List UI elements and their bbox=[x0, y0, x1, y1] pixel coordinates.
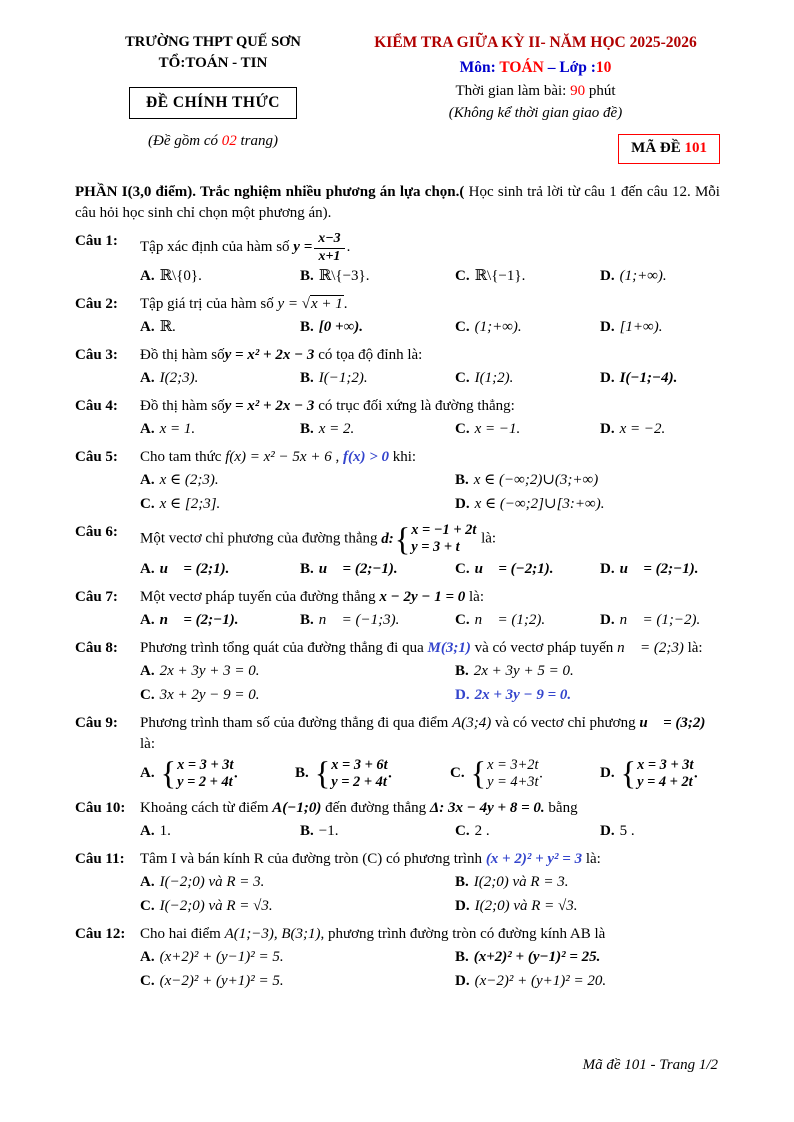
stem-text: Tâm I và bán kính R của đường tròn (C) có phương trình bbox=[140, 851, 486, 868]
subject-name: TOÁN bbox=[499, 58, 544, 76]
stem-text: có trục đối xứng là đường thẳng: bbox=[314, 398, 515, 415]
option-value: u⃗ = (2;−1). bbox=[318, 560, 398, 577]
fraction bbox=[314, 231, 344, 264]
option-label: D. bbox=[600, 370, 615, 387]
option-value: ℝ\{0}. bbox=[159, 268, 202, 285]
option-label: C. bbox=[140, 898, 155, 915]
option-value: 5 . bbox=[619, 823, 635, 840]
option-value: [0 +∞). bbox=[318, 319, 363, 336]
option-label: C. bbox=[455, 268, 470, 285]
left-brace: { bbox=[314, 755, 331, 792]
left-brace: { bbox=[470, 755, 487, 792]
subject-label: Môn: bbox=[459, 58, 500, 76]
option-label: D. bbox=[600, 319, 615, 336]
math-expression bbox=[293, 231, 346, 264]
option-label: B. bbox=[455, 662, 469, 679]
page-count-text: (Đề gồm có bbox=[148, 132, 222, 149]
equation-1: x = 3 + 3t bbox=[637, 756, 694, 773]
option-value: I(−2;0) và R = √3. bbox=[159, 898, 273, 915]
option-value: x ∈ (2;3). bbox=[159, 472, 219, 489]
page-count-text: trang) bbox=[236, 132, 278, 149]
option-label: A. bbox=[140, 823, 155, 840]
question-stem bbox=[140, 798, 720, 819]
option-value: x ∈ [2;3]. bbox=[159, 496, 221, 513]
option-value: u⃗ = (2;−1). bbox=[619, 560, 699, 577]
option-a bbox=[140, 419, 300, 440]
stem-text: có tọa độ đỉnh là: bbox=[314, 347, 423, 364]
option-label: D. bbox=[455, 686, 470, 703]
question-stem bbox=[140, 231, 720, 264]
exam-code-wrap bbox=[351, 134, 720, 164]
answer-options bbox=[140, 947, 720, 992]
option-value: n⃗ = (1;−2). bbox=[619, 611, 701, 628]
option-d bbox=[455, 971, 720, 992]
answer-options bbox=[140, 757, 720, 792]
option-value: n⃗ = (2;−1). bbox=[159, 611, 239, 628]
option-value: (x−2)² + (y+1)² = 5. bbox=[159, 973, 284, 990]
option-label: A. bbox=[140, 949, 155, 966]
option-b bbox=[300, 368, 455, 389]
grade-number: 10 bbox=[595, 58, 612, 76]
question-stem bbox=[140, 345, 720, 366]
period: . bbox=[234, 765, 239, 782]
answer-options bbox=[140, 821, 720, 842]
option-label: B. bbox=[455, 949, 469, 966]
option-label: B. bbox=[455, 874, 469, 891]
option-label: A. bbox=[140, 319, 155, 336]
option-value: I(−1;−4). bbox=[619, 370, 678, 387]
option-label: A. bbox=[140, 874, 155, 891]
option-a bbox=[140, 266, 300, 287]
question-stem bbox=[140, 294, 720, 315]
option-value: ℝ. bbox=[159, 319, 176, 336]
system-equations bbox=[177, 757, 233, 792]
option-label: B. bbox=[300, 421, 314, 438]
stem-text: đến đường thẳng bbox=[321, 800, 430, 817]
option-value: 2x + 3y + 5 = 0. bbox=[473, 662, 574, 679]
option-label: B. bbox=[295, 765, 309, 782]
question-number: Câu 5: bbox=[75, 449, 118, 466]
equation-2: y = 2 + 4t bbox=[331, 773, 387, 790]
option-d bbox=[455, 494, 720, 515]
question-1 bbox=[75, 231, 720, 287]
math-expression: A(1;−3), B(3;1) bbox=[224, 926, 321, 943]
option-a bbox=[140, 821, 300, 842]
question-number: Câu 11: bbox=[75, 851, 125, 868]
left-brace: { bbox=[620, 755, 637, 792]
question-6 bbox=[75, 522, 720, 580]
period: . bbox=[694, 765, 699, 782]
option-label: C. bbox=[455, 421, 470, 438]
stem-text: khi: bbox=[389, 449, 417, 466]
question-stem bbox=[140, 522, 720, 557]
stem-text: Phương trình tham số của đường thẳng đi qua điểm bbox=[140, 714, 453, 731]
answer-options bbox=[140, 266, 720, 287]
duration-minutes: 90 bbox=[570, 83, 586, 100]
option-label: D. bbox=[455, 973, 470, 990]
option-value: n⃗ = (1;2). bbox=[474, 611, 546, 628]
option-value: (x+2)² + (y−1)² = 25. bbox=[473, 949, 601, 966]
exam-title: KIỂM TRA GIỮA KỲ II- NĂM HỌC 2025-2026 bbox=[374, 34, 697, 51]
option-value: x = 2. bbox=[318, 421, 355, 438]
option-value: x = 1. bbox=[159, 421, 196, 438]
option-label: A. bbox=[140, 421, 155, 438]
math-expression: y = x² + 2x − 3 bbox=[224, 398, 315, 415]
question-number: Câu 10: bbox=[75, 800, 126, 817]
option-d bbox=[600, 368, 720, 389]
stem-text: là: bbox=[140, 735, 155, 752]
option-label: D. bbox=[600, 421, 615, 438]
option-value: x = −2. bbox=[619, 421, 666, 438]
option-label: C. bbox=[455, 560, 470, 577]
option-b bbox=[300, 266, 455, 287]
stem-text: , phương trình đường tròn có đường kính AB là bbox=[320, 926, 606, 943]
question-stem bbox=[140, 447, 720, 468]
option-value: 2x + 3y + 3 = 0. bbox=[159, 662, 260, 679]
answer-options bbox=[140, 317, 720, 338]
school-name: TRƯỜNG THPT QUẾ SƠN bbox=[125, 34, 301, 50]
radicand: x + 1 bbox=[310, 296, 343, 313]
header-right-column bbox=[351, 32, 720, 164]
option-label: B. bbox=[300, 560, 314, 577]
option-a bbox=[140, 757, 295, 792]
option-label: C. bbox=[140, 496, 155, 513]
option-b bbox=[300, 419, 455, 440]
option-label: D. bbox=[455, 496, 470, 513]
question-3 bbox=[75, 345, 720, 389]
option-a bbox=[140, 470, 455, 491]
section-instructions: Học sinh trả lời từ câu 1 đến câu 12. Mỗi câu hỏi học sinh chỉ chọn một phương án). bbox=[75, 184, 720, 222]
math-expression bbox=[381, 520, 477, 557]
question-12 bbox=[75, 924, 720, 992]
option-label: C. bbox=[455, 611, 470, 628]
option-c bbox=[455, 559, 600, 580]
option-label: B. bbox=[300, 319, 314, 336]
answer-options bbox=[140, 661, 720, 706]
option-c bbox=[140, 494, 455, 515]
section-heading bbox=[75, 182, 720, 224]
option-value: I(1;2). bbox=[474, 370, 514, 387]
option-c bbox=[455, 610, 600, 631]
option-label: C. bbox=[455, 319, 470, 336]
option-label: B. bbox=[300, 823, 314, 840]
equation-2: y = 4 + 2t bbox=[637, 773, 693, 790]
option-label: D. bbox=[600, 268, 615, 285]
option-c bbox=[140, 971, 455, 992]
question-5 bbox=[75, 447, 720, 515]
option-label: A. bbox=[140, 370, 155, 387]
question-number: Câu 1: bbox=[75, 233, 118, 250]
option-value: I(−1;2). bbox=[318, 370, 368, 387]
option-label: B. bbox=[300, 370, 314, 387]
option-a bbox=[140, 559, 300, 580]
subject-line bbox=[351, 57, 720, 79]
option-value: (1;+∞). bbox=[474, 319, 522, 336]
option-label: B. bbox=[300, 611, 314, 628]
stem-text: là: bbox=[582, 851, 601, 868]
stem-text: Đồ thị hàm số bbox=[140, 347, 225, 364]
option-d bbox=[455, 685, 720, 706]
option-b bbox=[300, 821, 455, 842]
question-8 bbox=[75, 638, 720, 706]
option-label: D. bbox=[600, 765, 615, 782]
system-equations bbox=[637, 757, 693, 792]
option-value: I(−2;0) và R = 3. bbox=[159, 874, 265, 891]
option-b bbox=[295, 757, 450, 792]
option-value: u⃗ = (2;1). bbox=[159, 560, 230, 577]
math-lhs: y = bbox=[277, 296, 302, 313]
option-value: 3x + 2y − 9 = 0. bbox=[159, 686, 260, 703]
question-stem bbox=[140, 924, 720, 945]
option-b bbox=[300, 610, 455, 631]
duration-line bbox=[351, 81, 720, 102]
question-2 bbox=[75, 294, 720, 338]
option-b bbox=[455, 947, 720, 968]
answer-options bbox=[140, 559, 720, 580]
option-value: 2 . bbox=[474, 823, 490, 840]
exam-code-label: MÃ ĐỀ bbox=[631, 140, 685, 157]
left-brace: { bbox=[394, 520, 411, 557]
option-d bbox=[600, 821, 720, 842]
equation-system bbox=[161, 757, 234, 792]
stem-text: Phương trình tổng quát của đường thẳng đi qua bbox=[140, 639, 428, 656]
exam-header bbox=[75, 32, 720, 164]
option-value: ℝ\{−3}. bbox=[318, 268, 370, 285]
math-expression: u⃗ = (3;2) bbox=[639, 714, 706, 731]
option-value: (x−2)² + (y+1)² = 20. bbox=[474, 973, 607, 990]
option-b bbox=[455, 470, 720, 491]
exam-code-number: 101 bbox=[684, 140, 707, 157]
option-a bbox=[140, 610, 300, 631]
stem-text: Tập xác định của hàm số bbox=[140, 239, 294, 256]
option-a bbox=[140, 947, 455, 968]
question-number: Câu 9: bbox=[75, 714, 118, 731]
math-expression: A(−1;0) bbox=[272, 800, 322, 817]
option-value: u⃗ = (−2;1). bbox=[474, 560, 554, 577]
option-c bbox=[455, 317, 600, 338]
exam-code-box bbox=[618, 134, 720, 164]
stem-text: Một vectơ chỉ phương của đường thẳng bbox=[140, 530, 382, 547]
math-lhs: y = bbox=[293, 239, 313, 256]
question-number: Câu 3: bbox=[75, 347, 118, 364]
stem-text: , bbox=[331, 449, 343, 466]
option-label: B. bbox=[300, 268, 314, 285]
stem-text: Tập giá trị của hàm số bbox=[140, 296, 278, 313]
question-7 bbox=[75, 587, 720, 631]
question-10 bbox=[75, 798, 720, 842]
answer-options bbox=[140, 610, 720, 631]
question-stem bbox=[140, 587, 720, 608]
period: . bbox=[388, 765, 393, 782]
option-d bbox=[600, 610, 720, 631]
option-b bbox=[300, 559, 455, 580]
question-4 bbox=[75, 396, 720, 440]
option-b bbox=[455, 661, 720, 682]
fraction-denominator: x+1 bbox=[318, 248, 341, 264]
option-value: [1+∞). bbox=[619, 319, 663, 336]
option-c bbox=[455, 368, 600, 389]
option-value: −1. bbox=[318, 823, 339, 840]
question-stem bbox=[140, 849, 720, 870]
option-value: (x+2)² + (y−1)² = 5. bbox=[159, 949, 284, 966]
duration-text: phút bbox=[585, 83, 616, 100]
question-stem bbox=[140, 396, 720, 417]
option-d bbox=[600, 757, 720, 792]
question-number: Câu 2: bbox=[75, 296, 118, 313]
stem-text: Cho tam thức bbox=[140, 449, 226, 466]
system-equations bbox=[411, 522, 476, 557]
equation-1: x = −1 + 2t bbox=[411, 522, 477, 539]
option-c bbox=[455, 821, 600, 842]
option-label: C. bbox=[455, 370, 470, 387]
option-label: A. bbox=[140, 268, 155, 285]
option-c bbox=[450, 757, 600, 792]
math-expression: A(3;4) bbox=[452, 714, 492, 731]
duration-text: Thời gian làm bài: bbox=[455, 83, 571, 100]
page-count-number: 02 bbox=[221, 132, 237, 149]
option-value: ℝ\{−1}. bbox=[474, 268, 526, 285]
stem-text: Một vectơ pháp tuyến của đường thẳng bbox=[140, 588, 380, 605]
square-root bbox=[302, 295, 344, 312]
option-d bbox=[455, 896, 720, 917]
option-label: D. bbox=[600, 560, 615, 577]
option-a bbox=[140, 317, 300, 338]
option-label: D. bbox=[600, 823, 615, 840]
option-label: C. bbox=[450, 765, 465, 782]
answer-options bbox=[140, 872, 720, 917]
question-number: Câu 12: bbox=[75, 926, 126, 943]
option-label: A. bbox=[140, 472, 155, 489]
option-value: (1;+∞). bbox=[619, 268, 667, 285]
option-label: A. bbox=[140, 765, 155, 782]
option-label: D. bbox=[455, 898, 470, 915]
question-stem bbox=[140, 638, 720, 659]
option-label: A. bbox=[140, 611, 155, 628]
stem-text: là: bbox=[465, 588, 484, 605]
stem-text: bằng bbox=[544, 800, 578, 817]
option-value: I(2;0) và R = √3. bbox=[474, 898, 578, 915]
equation-1: x = 3 + 6t bbox=[331, 756, 388, 773]
department-name: TỔ:TOÁN - TIN bbox=[158, 55, 268, 72]
line-name: d: bbox=[381, 530, 394, 547]
math-expression: y = x² + 2x − 3 bbox=[224, 347, 315, 364]
equation-system bbox=[621, 757, 694, 792]
equation-2: y = 4+3t bbox=[487, 773, 539, 790]
math-expression: M(3;1) bbox=[427, 639, 471, 656]
option-c bbox=[455, 419, 600, 440]
question-11 bbox=[75, 849, 720, 917]
question-number: Câu 6: bbox=[75, 524, 118, 541]
period: . bbox=[539, 765, 544, 782]
official-exam-box: ĐỀ CHÍNH THỨC bbox=[129, 87, 297, 119]
option-a bbox=[140, 872, 455, 893]
option-value: x ∈ (−∞;2)∪(3;+∞) bbox=[473, 472, 599, 489]
option-a bbox=[140, 368, 300, 389]
grade-label: – Lớp : bbox=[543, 58, 596, 76]
math-expression: Δ: 3x − 4y + 8 = 0. bbox=[429, 800, 545, 817]
stem-text: Đồ thị hàm số bbox=[140, 398, 225, 415]
question-stem bbox=[140, 713, 720, 755]
equation-1: x = 3+2t bbox=[487, 756, 539, 773]
math-expression: n⃗ = (2;3) bbox=[617, 639, 684, 656]
option-value: x ∈ (−∞;2]∪[3:+∞). bbox=[474, 496, 605, 513]
option-value: I(2;3). bbox=[159, 370, 199, 387]
page-count-note bbox=[75, 131, 351, 152]
math-expression: f(x) = x² − 5x + 6 bbox=[225, 449, 332, 466]
option-label: C. bbox=[455, 823, 470, 840]
option-d bbox=[600, 419, 720, 440]
option-value: 2x + 3y − 9 = 0. bbox=[474, 686, 572, 703]
question-9 bbox=[75, 713, 720, 792]
duration-note: (Không kể thời gian giao đề) bbox=[448, 105, 623, 122]
stem-text: và có vectơ chỉ phương bbox=[491, 714, 640, 731]
question-number: Câu 8: bbox=[75, 639, 118, 656]
answer-options bbox=[140, 470, 720, 515]
stem-text: . bbox=[346, 239, 351, 256]
stem-text: Cho hai điểm bbox=[140, 926, 225, 943]
option-label: A. bbox=[140, 662, 155, 679]
option-d bbox=[600, 317, 720, 338]
equation-1: x = 3 + 3t bbox=[177, 756, 234, 773]
stem-text: và có vectơ pháp tuyến bbox=[470, 639, 618, 656]
option-a bbox=[140, 661, 455, 682]
option-label: C. bbox=[140, 973, 155, 990]
question-number: Câu 7: bbox=[75, 588, 118, 605]
option-d bbox=[600, 266, 720, 287]
page-footer: Mã đề 101 - Trang 1/2 bbox=[582, 1057, 718, 1073]
system-equations bbox=[331, 757, 387, 792]
left-brace: { bbox=[160, 755, 177, 792]
equation-2: y = 2 + 4t bbox=[177, 773, 233, 790]
option-label: B. bbox=[455, 472, 469, 489]
equation-system bbox=[471, 757, 539, 792]
answer-options bbox=[140, 368, 720, 389]
option-value: x = −1. bbox=[474, 421, 521, 438]
radical-sign: √ bbox=[301, 296, 310, 313]
option-value: I(2;0) và R = 3. bbox=[473, 874, 569, 891]
stem-text: là: bbox=[683, 639, 703, 656]
option-value: n⃗ = (−1;3). bbox=[318, 611, 400, 628]
question-number: Câu 4: bbox=[75, 398, 118, 415]
math-expression: f(x) > 0 bbox=[342, 449, 389, 466]
equation-system bbox=[395, 522, 477, 557]
answer-options bbox=[140, 419, 720, 440]
stem-text: Khoảng cách từ điểm bbox=[140, 800, 273, 817]
section-title: PHẦN I(3,0 điểm). Trắc nghiệm nhiều phương án lựa chọn.( bbox=[75, 184, 465, 201]
math-expression: x − 2y − 1 = 0 bbox=[379, 588, 466, 605]
option-c bbox=[140, 896, 455, 917]
option-c bbox=[140, 685, 455, 706]
option-b bbox=[300, 317, 455, 338]
option-label: D. bbox=[600, 611, 615, 628]
option-d bbox=[600, 559, 720, 580]
option-label: C. bbox=[140, 686, 155, 703]
stem-text: . bbox=[343, 296, 348, 313]
math-expression: (x + 2)² + y² = 3 bbox=[485, 851, 583, 868]
option-b bbox=[455, 872, 720, 893]
header-left-column bbox=[75, 32, 351, 164]
equation-system bbox=[315, 757, 388, 792]
system-equations bbox=[487, 757, 538, 792]
stem-text: là: bbox=[477, 530, 497, 547]
math-expression bbox=[277, 295, 343, 312]
equation-2: y = 3 + t bbox=[411, 539, 460, 556]
option-label: A. bbox=[140, 560, 155, 577]
option-value: 1. bbox=[159, 823, 171, 840]
fraction-numerator: x−3 bbox=[314, 231, 344, 248]
option-c bbox=[455, 266, 600, 287]
